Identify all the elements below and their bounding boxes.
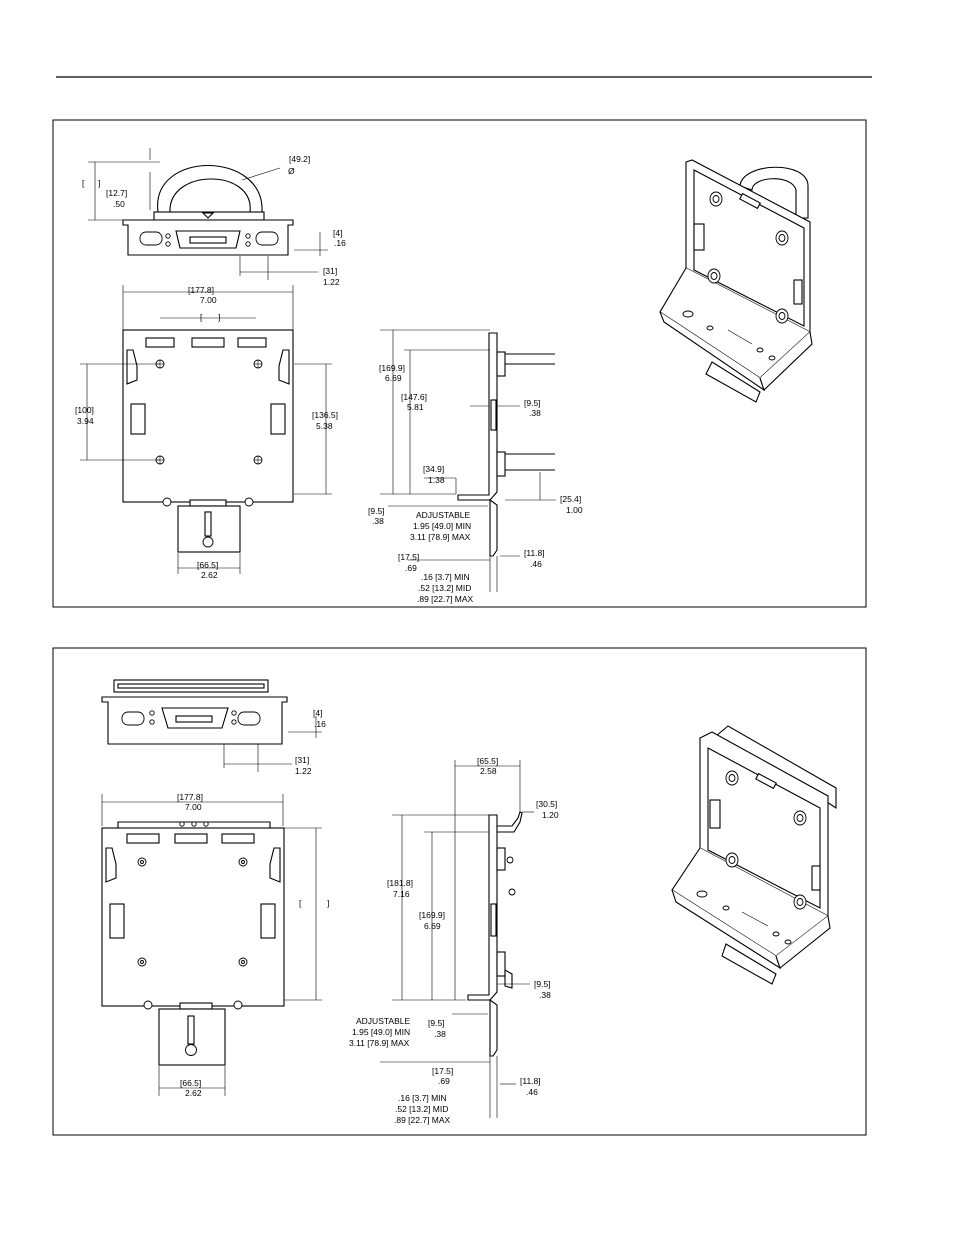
side-slot-in: .38 bbox=[529, 408, 541, 418]
diameter-symbol: Ø bbox=[288, 166, 295, 176]
side-inner-height-mm: [147.6] bbox=[401, 392, 427, 402]
dim-1-22: 1.22 bbox=[295, 766, 312, 776]
side-lower-mm: [17.5] bbox=[398, 552, 420, 562]
panel-1-isometric-view bbox=[660, 160, 812, 402]
gap-min: .16 [3.7] MIN bbox=[421, 572, 470, 582]
side-height-in: 6.69 bbox=[385, 373, 402, 383]
base-width-in: 2.62 bbox=[201, 570, 218, 580]
side-lower-in: .69 bbox=[438, 1076, 450, 1086]
side-flange-in: .46 bbox=[526, 1087, 538, 1097]
side-bottom-in: 1.38 bbox=[428, 475, 445, 485]
side-lower-mm: [17.5] bbox=[432, 1066, 454, 1076]
side-flange-in: .46 bbox=[530, 559, 542, 569]
front-width-in: 7.00 bbox=[185, 802, 202, 812]
front-height-in: 5.38 bbox=[316, 421, 333, 431]
svg-text:]: ] bbox=[218, 312, 221, 322]
side-overall-height-mm: [181.8] bbox=[387, 878, 413, 888]
adjustable-max: 3.11 [78.9] MAX bbox=[410, 532, 471, 542]
side-slot-mm: [9.5] bbox=[534, 979, 551, 989]
side-flange-mm: [11.8] bbox=[524, 548, 545, 558]
panel-2-side-view bbox=[349, 756, 559, 1125]
svg-text:]: ] bbox=[327, 898, 330, 908]
side-lip-in: .38 bbox=[372, 516, 384, 526]
panel-1-top-view bbox=[82, 148, 346, 287]
panel-2-top-view bbox=[102, 680, 326, 776]
dim-1-22: 1.22 bbox=[323, 277, 340, 287]
base-width-mm: [66.5] bbox=[197, 560, 219, 570]
side-slot-in: .38 bbox=[539, 990, 551, 1000]
panel-2 bbox=[53, 648, 866, 1135]
side-offset-mm: [25.4] bbox=[560, 494, 582, 504]
dim-0-16: .16 bbox=[314, 719, 326, 729]
side-depth-mm: [65.5] bbox=[477, 756, 499, 766]
dim-31: [31] bbox=[295, 755, 310, 765]
gap-mid: .52 [13.2] MID bbox=[418, 583, 472, 593]
gap-min: .16 [3.7] MIN bbox=[398, 1093, 447, 1103]
side-flange-mm: [11.8] bbox=[520, 1076, 541, 1086]
side-height-mm: [169.9] bbox=[419, 910, 445, 920]
adjustable-label: ADJUSTABLE bbox=[356, 1016, 411, 1026]
side-lower-in: .69 bbox=[405, 563, 417, 573]
adjustable-min: 1.95 [49.0] MIN bbox=[352, 1027, 411, 1037]
panel-1 bbox=[53, 120, 866, 607]
adjustable-min: 1.95 [49.0] MIN bbox=[413, 521, 472, 531]
side-bottom-mm: [34.9] bbox=[423, 464, 445, 474]
side-offset-in: 1.00 bbox=[566, 505, 583, 515]
side-lip-mm: [9.5] bbox=[368, 506, 385, 516]
base-width-mm: [66.5] bbox=[180, 1078, 202, 1088]
gap-max: .89 [22.7] MAX bbox=[417, 594, 474, 604]
dim-4: [4] bbox=[333, 228, 343, 238]
front-width-mm: [177.8] bbox=[188, 285, 214, 295]
panel-1-side-view bbox=[368, 330, 583, 604]
dim-4: [4] bbox=[313, 708, 323, 718]
front-width-mm: [177.8] bbox=[177, 792, 203, 802]
base-width-in: 2.62 bbox=[185, 1088, 202, 1098]
svg-text:[: [ bbox=[200, 312, 203, 322]
front-hole-spacing-mm: [100] bbox=[75, 405, 94, 415]
side-hook-in: 1.20 bbox=[542, 810, 559, 820]
side-lip-in: .38 bbox=[434, 1029, 446, 1039]
side-inner-height-in: 5.81 bbox=[407, 402, 424, 412]
svg-text:[: [ bbox=[299, 898, 302, 908]
adjustable-max: 3.11 [78.9] MAX bbox=[349, 1038, 410, 1048]
front-height-mm: [136.5] bbox=[312, 410, 338, 420]
side-height-in: 6.69 bbox=[424, 921, 441, 931]
panel-2-front-view bbox=[102, 792, 329, 1098]
dim-0-50: .50 bbox=[113, 199, 125, 209]
svg-text:]: ] bbox=[98, 178, 101, 188]
gap-max: .89 [22.7] MAX bbox=[394, 1115, 451, 1125]
svg-text:[: [ bbox=[82, 178, 85, 188]
dim-12-7: [12.7] bbox=[106, 188, 128, 198]
side-depth-in: 2.58 bbox=[480, 766, 497, 776]
dim-31: [31] bbox=[323, 266, 338, 276]
side-hook-mm: [30.5] bbox=[536, 799, 558, 809]
front-width-in: 7.00 bbox=[200, 295, 217, 305]
side-slot-mm: [9.5] bbox=[524, 398, 541, 408]
front-hole-spacing-in: 3.94 bbox=[77, 416, 94, 426]
side-height-mm: [169.9] bbox=[379, 363, 405, 373]
panel-2-isometric-view bbox=[672, 726, 836, 984]
gap-mid: .52 [13.2] MID bbox=[395, 1104, 449, 1114]
side-lip-mm: [9.5] bbox=[428, 1018, 445, 1028]
side-overall-height-in: 7.16 bbox=[393, 889, 410, 899]
dim-0-16: .16 bbox=[334, 238, 346, 248]
panel-1-front-view bbox=[75, 285, 338, 580]
dim-49-2: [49.2] bbox=[289, 154, 311, 164]
adjustable-label: ADJUSTABLE bbox=[416, 510, 471, 520]
